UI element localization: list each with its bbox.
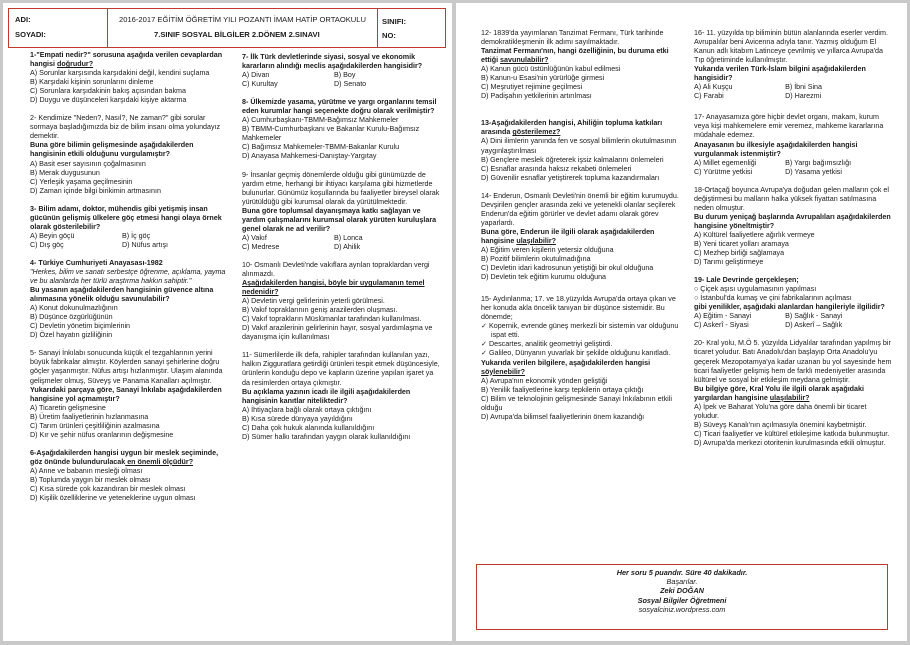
option: A) Beyin göçü	[30, 231, 75, 240]
exam-page-1	[3, 3, 452, 641]
option: D) Yasama yetkisi	[785, 167, 842, 176]
question-7: 7- İlk Türk devletlerinde siyasi, sosyal ve ekonomik kararların alındığı meclis aşağıdakilerden hangisidir? A) Divan B) Boy C) Kurultay D) Senato	[242, 53, 442, 89]
list-item: ○ Çiçek aşısı uygulamasının yapılması	[694, 285, 817, 294]
option: C) Yürütme yetkisi	[694, 167, 753, 176]
option: B) Kanun-u Esasi'nin yürürlüğe girmesi	[481, 74, 605, 83]
option: D) Padişahın yetkilerinin artırılması	[481, 92, 592, 101]
option: C) Mezhep birliği sağlamaya	[694, 249, 785, 258]
option: B) TBMM-Cumhurbaşkanı ve Bakanlar Kurulu-Bağımsız Mahkemeler	[242, 125, 420, 143]
option: B) Yenilik faaliyetlerine karşı tepkilerin ortaya çıktığı	[481, 385, 644, 394]
option: A) Sorunlar karşısında karşıdakini değil, kendini suçlama	[30, 69, 210, 78]
class-label: SINIFI:	[382, 17, 407, 26]
option: C) Devletin yönetim biçimlerinin	[30, 322, 131, 331]
option: D) Güvenilir esnaflar yetiştirerek topluma kazandırmaları	[481, 173, 660, 182]
school-title: 2016-2017 EĞİTİM ÖĞRETİM YILI POZANTI İMAM HATİP ORTAOKULU	[119, 15, 366, 24]
option: B) Karşıdaki kişinin sorunlarını dinleme	[30, 78, 154, 87]
number-label: NO:	[382, 31, 396, 40]
option: D) Sümer halkı tarafından yaygın olarak kullanıldığını	[242, 432, 411, 441]
option: D) Özel hayatın gizliliğinin	[30, 331, 113, 340]
option: D) Askerî – Sağlık	[785, 321, 843, 330]
question-15: 15- Aydınlanma; 17. ve 18.yüzyılda Avrupa'da ortaya çıkan ve her konuda akla öncelik tanıyan bir düşünce sistemidir. Bu dönemde; ✓ Kopernik, evrende güneş merkezli bir sistemin var olduğunu ispat etti. ✓ Descartes, analitik geometriyi geliştirdi. ✓ Galileo, Dünyanın yuvarlak bir şekilde olduğunu kanıtladı. Yukarıda verilen bilgilere, aşağıdakilerden hangisi söylenebilir? A) Avrupa'nın ekonomik yönden geliştiği B) Yenilik faaliyetlerine karşı tepkilerin ortaya çıktığı C) Bilim ve teknolojinin gelişmesinde Sanayi İnkılabının etkili olduğu D) Avrupa'da bilimsel faaliyetlerinin önem kazandığı	[481, 295, 679, 421]
option: D) Senato	[334, 80, 367, 89]
option: B) Pozitif bilimlerin okutulmadığına	[481, 255, 591, 264]
question-12: 12- 1839'da yayımlanan Tanzimat Fermanı, Türk tarihinde demokratikleşmenin ilk adımı sayılmaktadır. Tanzimat Fermanı'nın, hangi özelliğinin, bu duruma etki ettiği savunulabilir? A) Kanun gücü üstünlüğünün kabul edilmesi B) Kanun-u Esasi'nin yürürlüğe girmesi C) Meşrutiyet rejimine geçilmesi D) Padişahın yetkilerinin artırılması	[481, 29, 679, 101]
question-4: 4- Türkiye Cumhuriyeti Anayasası-1982 "Herkes, bilim ve sanatı serbestçe öğrenme, açıklama, yayma ve bu alanlarda her türlü araştırma hakkın sahiptir." Bu yasanın aşağıdakilerden hangisinin güvence altına alınmasına yönelik olduğu savunulabilir? A) Konut dokunulmazlığının B) Düşünce özgürlüğünün C) Devletin yönetim biçimlerinin D) Özel hayatın gizliliğinin	[30, 259, 230, 340]
question-14: 14- Enderun, Osmanlı Devleti'nin önemli bir eğitim kurumuydu. Devşirilen gençler arasında zeki ve yetenekli olanlar seçilerek Enderun'da eğitim görürler ve devlet adamı olarak görev yaparlardı. Buna göre, Enderun ile ilgili olarak aşağıdakilerden hangisine ulaşılabilir? A) Eğitim veren kişilerin yetersiz olduğuna B) Pozitif bilimlerin okutulmadığına C) Devletin idari kadrosunun yetiştiği bir okul olduğuna D) Devletin tek eğitim kurumu olduğuna	[481, 191, 679, 282]
question-6: 6-Aşağıdakilerden hangisi uygun bir meslek seçiminde, göz önünde bulundurulacak en önemli ölçüdür? A) Anne ve babanın mesleği olması B) Toplumda yaygın bir meslek olması C) Kısa sürede çok kazandıran bir meslek olması D) Kişilik özelliklerine ve yeteneklerine uygun olması	[30, 449, 230, 503]
question-5: 5- Sanayi İnkılabı sonucunda küçük el tezgahlarının yerini büyük fabrikalar almıştır. Köylerden sanayi şehirlerine doğru göçler yaşanmıştır. Nüfus artışı hızlanmıştır. Ulaşım alanında gelişmeler olmuş, Süveyş ve Panama Kanalları açılmıştır. Yukarıdaki parçaya göre, Sanayi İnkılabı aşağıdakilerden hangisine yol açmamıştır? A) Ticaretin gelişmesine B) Üretim faaliyetlerinin hızlanmasına C) Tarım ürünleri çeşitliliğinin azalmasına D) Kır ve şehir nüfus oranlarının değişmesine	[30, 349, 230, 439]
option: D) Kişilik özelliklerine ve yeteneklerine uygun olması	[30, 494, 196, 503]
option: A) Cumhurbaşkanı-TBMM-Bağımsız Mahkemeler	[242, 116, 399, 125]
option: B) Vakıf topraklarının geniş arazilerden oluşması.	[242, 306, 398, 315]
option: C) Kurultay	[242, 80, 278, 89]
option: A) Kültürel faaliyetlere ağırlık vermeye	[694, 230, 815, 239]
option: C) Farabi	[694, 92, 724, 101]
option: C) Yerleşik yaşama geçilmesinin	[30, 177, 133, 186]
scoring-note: Her soru 5 puandır. Süre 40 dakikadır.	[616, 568, 748, 577]
option: D) Ahilik	[334, 242, 361, 251]
question-13: 13-Aşağıdakilerden hangisi, Ahiliğin topluma katkıları arasında gösterilemez? A) Dini ilimlerin yanında fen ve sosyal bilimlerin okutulmasının yaygınlaştırılması B) Gençlere meslek öğreterek işsiz kalmalarını önlemeleri C) Esnaflar arasında haksız rekabeti önlemeleri D) Güvenilir esnaflar yetiştirerek topluma kazandırmaları	[481, 119, 679, 182]
option: C) Medrese	[242, 242, 280, 251]
question-16: 16- 11. yüzyılda tıp biliminin bütün alanlarında eserler verdim. Avrupalılar beni Avicenna adıyla tanır. Yazmış olduğum El Kanun adlı kitabım Latinceye çevrilmiş ve yıllarca Avrupa'da Tıp öğretiminde kullanılmıştır. Yukarıda verilen Türk-İslam bilgini aşağıdakilerden hangisidir? A) Ali Kuşçu B) İbni Sina C) Farabi D) Harezmi	[694, 29, 888, 101]
option: C) Daha çok hukuk alanında kullanıldığını	[242, 423, 375, 432]
option: C) Meşrutiyet rejimine geçilmesi	[481, 83, 583, 92]
option: D) Avrupa'da merkezi otoritenin kurulmasında etkili olmuştur.	[694, 438, 886, 447]
option: C) Sorunlara karşıdakinin bakış açısından bakma	[30, 87, 186, 96]
name-label: ADI:	[15, 15, 31, 24]
option: B) İç göç	[122, 231, 151, 240]
column-1	[30, 51, 230, 503]
good-luck-text: Başarılar.	[666, 577, 698, 587]
option: B) Düşünce özgürlüğünün	[30, 313, 113, 322]
option: C) Bilim ve teknolojinin gelişmesinde Sanayi İnkılabının etkili olduğu	[481, 394, 672, 412]
option: B) Yargı bağımsızlığı	[785, 158, 852, 167]
option: D) Kır ve şehir nüfus oranlarının değişmesine	[30, 430, 174, 439]
question-9: 9- İnsanlar geçmiş dönemlerde olduğu gibi günümüzde de yardım etme, herhangi bir ihtiyacı karşılama gibi hizmetlerde bulunurlar. Günümüz koşullarında bu faaliyetler bireysel olarak yürütüldüğü gibi kurumsal olarak da yürütülmektedir. Buna göre toplumsal dayanışmaya katkı sağlayan ve yardım çalışmalarını kurumsal olarak yürüten kuruluşlara genel olarak ne ad verilir? A) Vakıf B) Lonca C) Medrese D) Ahilik	[242, 170, 440, 251]
teacher-name: Zeki DOĞAN	[660, 586, 704, 596]
option: C) Bağımsız Mahkemeler-TBMM-Bakanlar Kurulu	[242, 143, 400, 152]
option: A) Dini ilimlerin yanında fen ve sosyal bilimlerin okutulmasının yaygınlaştırılması	[481, 137, 677, 155]
option: D) Avrupa'da bilimsel faaliyetlerinin önem kazandığı	[481, 412, 645, 421]
option: D) Nüfus artışı	[122, 240, 169, 249]
exam-footer	[476, 564, 888, 630]
checklist-item: ✓ Galileo, Dünyanın yuvarlak bir şekilde olduğunu kanıtladı.	[481, 349, 671, 358]
option: B) Yeni ticaret yolları aramaya	[694, 239, 789, 248]
option: C) Vakıf toprakların Müslümanlar tarafından kullanılması.	[242, 315, 422, 324]
option: A) Vakıf	[242, 233, 267, 242]
option: B) İbni Sina	[785, 83, 822, 92]
question-19: 19- Lale Devrinde gerçekleşen; ○ Çiçek aşısı uygulamasının yapılması ○ İstanbul'da kumaş ve çini fabrikalarının açılması gibi yenilikler, aşağıdaki alanlardan hangileriyle ilgilidir? A) Eğitim - Sanayi B) Sağlık - Sanayi C) Askerî - Siyasi D) Askerî – Sağlık	[694, 276, 892, 330]
option: B) Süveyş Kanalı'nın açılmasıyla önemini kaybetmiştir.	[694, 420, 867, 429]
option: D) Devletin tek eğitim kurumu olduğuna	[481, 273, 607, 282]
column-2	[242, 53, 442, 442]
option: B) Kısa sürede dünyaya yayıldığını	[242, 414, 353, 423]
option: A) Millet egemenliği	[694, 158, 757, 167]
option: D) Vakıf arazilerinin gelirlerinin hayır, sosyal yardımlaşma ve dayanışma için kullanılması	[242, 324, 433, 342]
option: A) Ali Kuşçu	[694, 83, 733, 92]
option: C) Dış göç	[30, 240, 64, 249]
option: B) Gençlere meslek öğreterek işsiz kalmalarını önlemeleri	[481, 155, 664, 164]
option: B) Lonca	[334, 233, 363, 242]
option: A) Devletin vergi gelirlerinin yeterli görülmesi.	[242, 297, 385, 306]
option: C) Kısa sürede çok kazandıran bir meslek olması	[30, 485, 186, 494]
option: B) Merak duygusunun	[30, 168, 100, 177]
option: D) Anayasa Mahkemesi-Danıştay-Yargıtay	[242, 152, 377, 161]
column-4	[694, 29, 892, 448]
question-8: 8- Ülkemizde yasama, yürütme ve yargı organlarını temsil eden kurumlar hangi seçenekte doğru olarak verilmiştir? A) Cumhurbaşkanı-TBMM-Bağımsız Mahkemeler B) TBMM-Cumhurbaşkanı ve Bakanlar Kurulu-Bağımsız Mahkemeler C) Bağımsız Mahkemeler-TBMM-Bakanlar Kurulu D) Anayasa Mahkemesi-Danıştay-Yargıtay	[242, 98, 442, 161]
option: A) Divan	[242, 71, 270, 80]
exam-page-2	[456, 3, 907, 641]
option: D) Tarımı geliştirmeye	[694, 258, 764, 267]
option: A) İhtiyaçlara bağlı olarak ortaya çıktığını	[242, 405, 372, 414]
website-text: sosyalciniz.wordpress.com	[638, 604, 726, 614]
option: A) Basit eser sayısının çoğalmasının	[30, 159, 146, 168]
option: B) Üretim faaliyetlerinin hızlanmasına	[30, 412, 149, 421]
question-3: 3- Bilim adamı, doktor, mühendis gibi yetişmiş insan gücünün gelişmiş ülkelere göç etmesi hangi olaya örnek olarak gösterilebilir? A) Beyin göçü B) İç göç C) Dış göç D) Nüfus artışı	[30, 204, 222, 249]
column-3	[481, 29, 679, 422]
list-item: ○ İstanbul'da kumaş ve çini fabrikalarının açılması	[694, 294, 852, 303]
option: A) Kanun gücü üstünlüğünün kabul edilmesi	[481, 65, 621, 74]
option: C) Ticari faaliyetler ve kültürel etkileşime katkıda bulunmuştur.	[694, 429, 890, 438]
option: C) Askerî - Siyasi	[694, 321, 749, 330]
option: A) Konut dokunulmazlığının	[30, 304, 118, 313]
option: D) Duygu ve düşünceleri karşıdaki kişiye aktarma	[30, 96, 187, 105]
option: B) Boy	[334, 71, 356, 80]
question-11: 11- Sümerlilerde ilk defa, rahipler tarafından kullanılan yazı, halkın Zigguratlara getirdiği ürünleri tespit etmek düşüncesiyle, ürünlerin konduğu depo ve kapların üzerine yapılan işaret ya da resimlerden ortaya çıkmıştır. Bu açıklama yazının icadı ile ilgili aşağıdakilerden hangisinin kanıtlar niteliktedir? A) İhtiyaçlara bağlı olarak ortaya çıktığını B) Kısa sürede dünyaya yayıldığını C) Daha çok hukuk alanında kullanıldığını D) Sümer halkı tarafından yaygın olarak kullanıldığını	[242, 351, 442, 441]
exam-title: 7.SINIF SOSYAL BİLGİLER 2.DÖNEM 2.SINAVI	[154, 30, 320, 39]
checklist-item: ✓ Descartes, analitik geometriyi geliştirdi.	[481, 340, 613, 349]
option: C) Esnaflar arasında haksız rekabeti önlemeleri	[481, 164, 632, 173]
option: A) İpek ve Baharat Yolu'na göre daha önemli bir ticaret yoludur.	[694, 402, 867, 420]
option: C) Tarım ürünleri çeşitliliğinin azalmasına	[30, 421, 160, 430]
option: B) Toplumda yaygın bir meslek olması	[30, 475, 151, 484]
checklist-item: ✓ Kopernik, evrende güneş merkezli bir sistemin var olduğunu ispat etti.	[481, 322, 679, 340]
question-18: 18-Ortaçağ boyunca Avrupa'ya doğudan gelen malların çok el değiştirmesi bu malların halka yüksek fiyattan satılmasına neden olmuştur. Bu durum yeniçağ başlarında Avrupalıları aşağıdakilerden hangisine yöneltmiştir? A) Kültürel faaliyetlere ağırlık vermeye B) Yeni ticaret yolları aramaya C) Mezhep birliği sağlamaya D) Tarımı geliştirmeye	[694, 185, 891, 267]
option: A) Eğitim veren kişilerin yetersiz olduğuna	[481, 245, 614, 254]
option: D) Harezmi	[785, 92, 822, 101]
option: A) Anne ve babanın mesleği olması	[30, 466, 143, 475]
surname-label: SOYADI:	[15, 30, 46, 39]
question-1: 1-"Empati nedir?" sorusuna aşağıda verilen cevaplardan hangisi doğrudur? A) Sorunlar karşısında karşıdakini değil, kendini suçlama B) Karşıdaki kişinin sorunlarını dinleme C) Sorunlara karşıdakinin bakış açısından bakma D) Duygu ve düşünceleri karşıdaki kişiye aktarma	[30, 51, 230, 105]
exam-header	[8, 8, 446, 48]
option: B) Sağlık - Sanayi	[785, 312, 843, 321]
option: C) Devletin idari kadrosunun yetiştiği bir okul olduğuna	[481, 264, 654, 273]
question-17: 17- Anayasamıza göre hiçbir devlet organı, makam, kurum veya kişi mahkemelere emir veremez, mahkeme kararlarına müdahale edemez. Anayasanın bu ilkesiyle aşağıdakilerden hangisi vurgulanmak istenmiştir? A) Millet egemenliği B) Yargı bağımsızlığı C) Yürütme yetkisi D) Yasama yetkisi	[694, 113, 884, 176]
question-20: 20- Kral yolu, M.Ö 5. yüzyılda Lidyalılar tarafından yapılmış bir ticaret yoludur. Batı Anadolu'dan başlayıp Orta Anadolu'yu geçerek Mezopotamya'ya kadar uzanan bu yol sayesinde hem ticari faaliyetler gelişmiş hem de farklı medeniyetler arasında kültürel ve sosyal bir etkileşim meydana gelmiştir. Bu bilgiye göre, Kral Yolu ile ilgili olarak aşağıdaki yargılardan hangisine ulaşılabilir? A) İpek ve Baharat Yolu'na göre daha önemli bir ticaret yoludur. B) Süveyş Kanalı'nın açılmasıyla önemini kaybetmiştir. C) Ticari faaliyetler ve kültürel etkileşime katkıda bulunmuştur. D) Avrupa'da merkezi otoritenin kurulmasında etkili olmuştur.	[694, 339, 892, 447]
option: A) Avrupa'nın ekonomik yönden geliştiği	[481, 376, 608, 385]
option: A) Eğitim - Sanayi	[694, 312, 752, 321]
option: D) Zaman içinde bilgi birikimin artmasının	[30, 186, 161, 195]
option: A) Ticaretin gelişmesine	[30, 403, 106, 412]
question-2: 2- Kendimize "Neden?, Nasıl?, Ne zaman?" gibi sorular sormaya başladığımızda biz de bilim insanı olma yolundayız demektir. Buna göre bilimin gelişmesinde aşağıdakilerden hangisinin etkili olduğunu vurgulamıştır? A) Basit eser sayısının çoğalmasının B) Merak duygusunun C) Yerleşik yaşama geçilmesinin D) Zaman içinde bilgi birikimin artmasının	[30, 114, 230, 195]
question-10: 10- Osmanlı Devleti'nde vakıflara ayrılan topraklardan vergi alınmazdı. Aşağıdakilerden hangisi, böyle bir uygulamanın temel nedenidir? A) Devletin vergi gelirlerinin yeterli görülmesi. B) Vakıf topraklarının geniş arazilerden oluşması. C) Vakıf toprakların Müslümanlar tarafından kullanılması. D) Vakıf arazilerinin gelirlerinin hayır, sosyal yardımlaşma ve dayanışma için kullanılması	[242, 261, 442, 342]
teacher-title: Sosyal Bilgiler Öğretmeni	[637, 595, 727, 605]
